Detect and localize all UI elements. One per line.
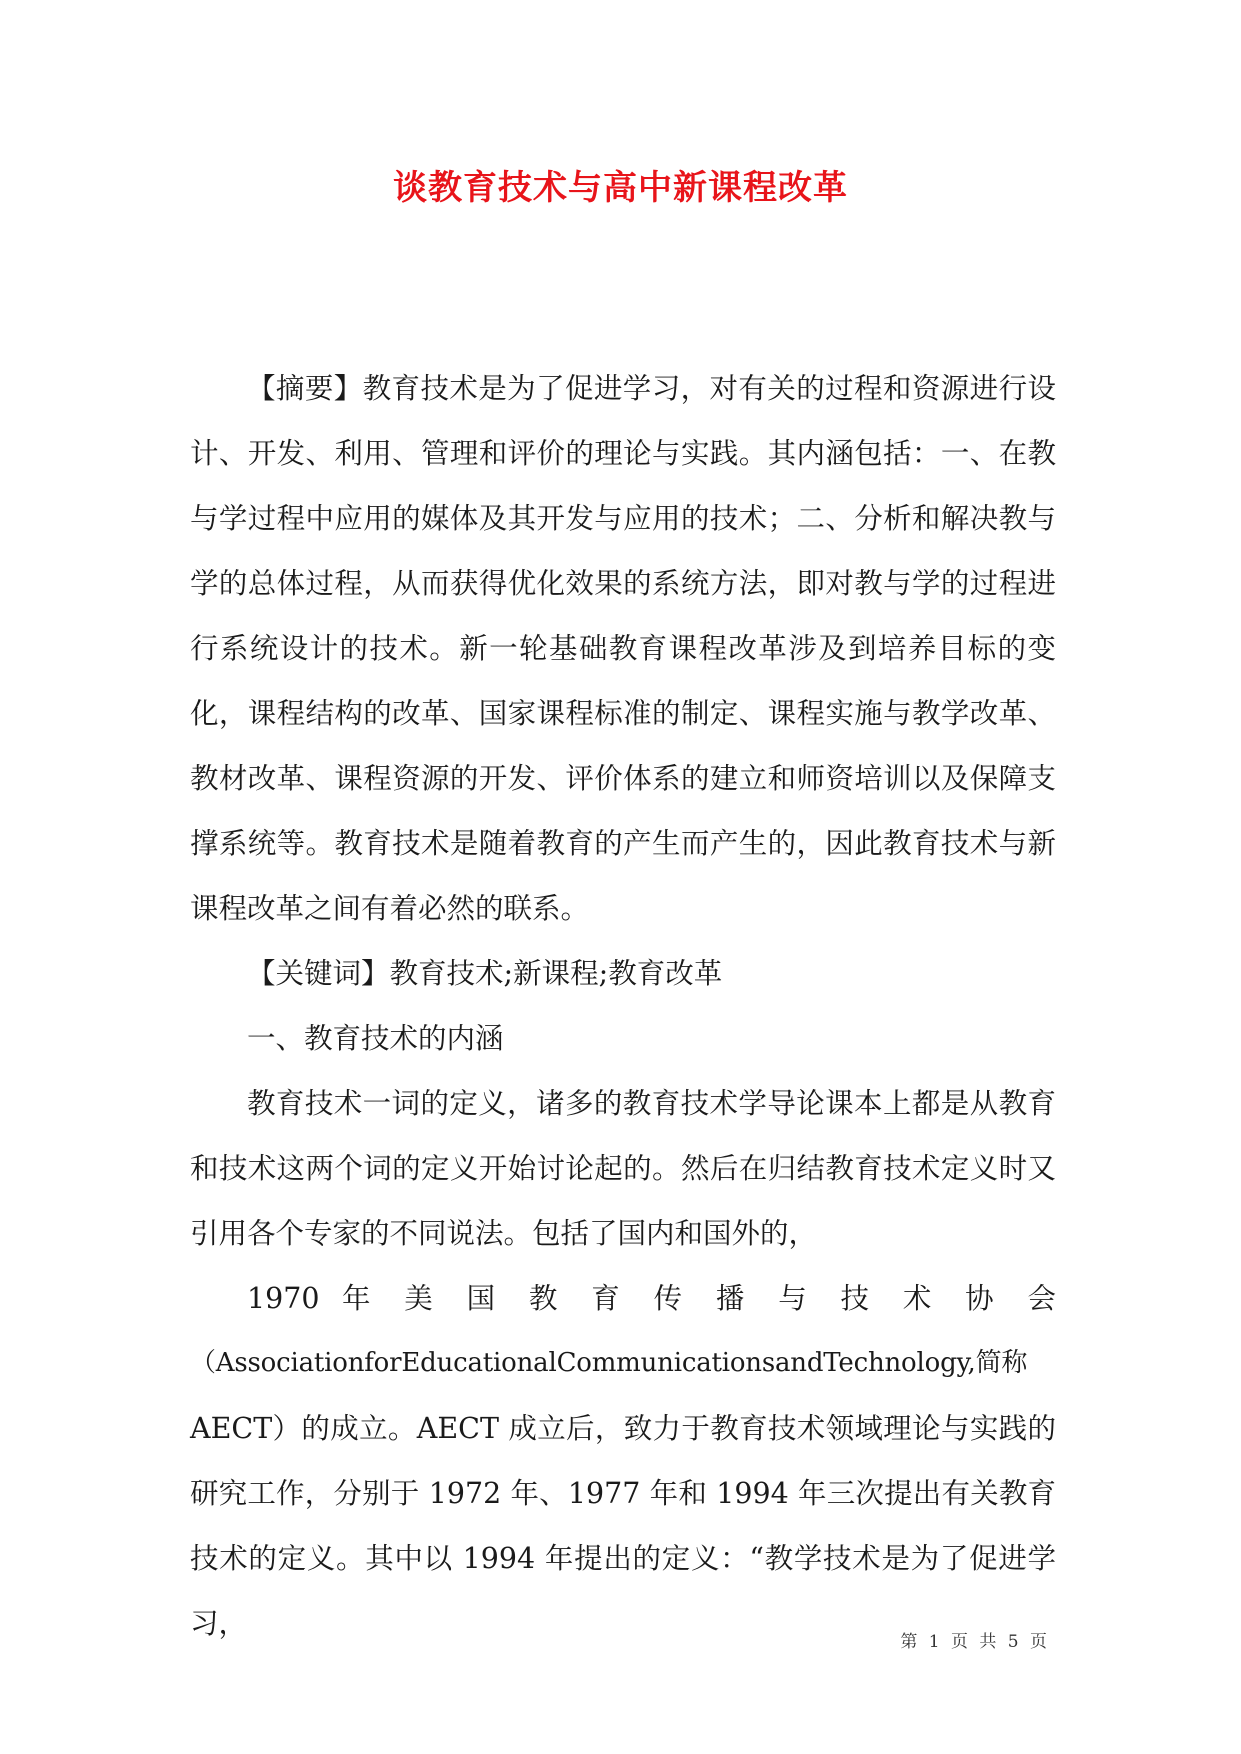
aect-name-line — [190, 1331, 1056, 1396]
section-heading: 一、教育技术的内涵 — [247, 1022, 504, 1055]
aect-intro-line: 1970 年 美 国 教 育 传 播 与 技 术 协 会 — [247, 1282, 1056, 1315]
keywords-paragraph: 【关键词】教育技术;新课程;教育改革 — [247, 957, 723, 990]
page-number: 第 1 页 共 5 页 — [900, 1632, 1050, 1652]
aect-paragraph: AECT）的成立。AECT 成立后，致力于教育技术领域理论与实践的研究工作，分别于 1972 年、1977 年和 1994 年三次提出有关教育技术的定义。其中以 1994 年提出的定义：“教学技术是为了促进学习， — [190, 1412, 1056, 1640]
document-title: 谈教育技术与高中新课程改革 — [393, 168, 848, 208]
definition-paragraph: 教育技术一词的定义，诸多的教育技术学导论课本上都是从教育和技术这两个词的定义开始讨论起的。然后在归结教育技术定义时又引用各个专家的不同说法。包括了国内和国外的， — [190, 1087, 1056, 1250]
abstract-paragraph: 【摘要】教育技术是为了促进学习，对有关的过程和资源进行设计、开发、利用、管理和评价的理论与实践。其内涵包括：一、在教与学过程中应用的媒体及其开发与应用的技术；二、分析和解决教与学的总体过程，从而获得优化效果的系统方法，即对教与学的过程进行系统设计的技术。新一轮基础教育课程改革涉及到培养目标的变化，课程结构的改革、国家课程标准的制定、课程实施与教学改革、教材改革、课程资源的开发、评价体系的建立和师资培训以及保障支撑系统等。教育技术是随着教育的产生而产生的，因此教育技术与新课程改革之间有着必然的联系。 — [190, 372, 1056, 925]
document-body — [190, 356, 1056, 1656]
aect-full-name: （AssociationforEducationalCommunicationsandTechnology,简称 — [190, 1348, 1028, 1378]
